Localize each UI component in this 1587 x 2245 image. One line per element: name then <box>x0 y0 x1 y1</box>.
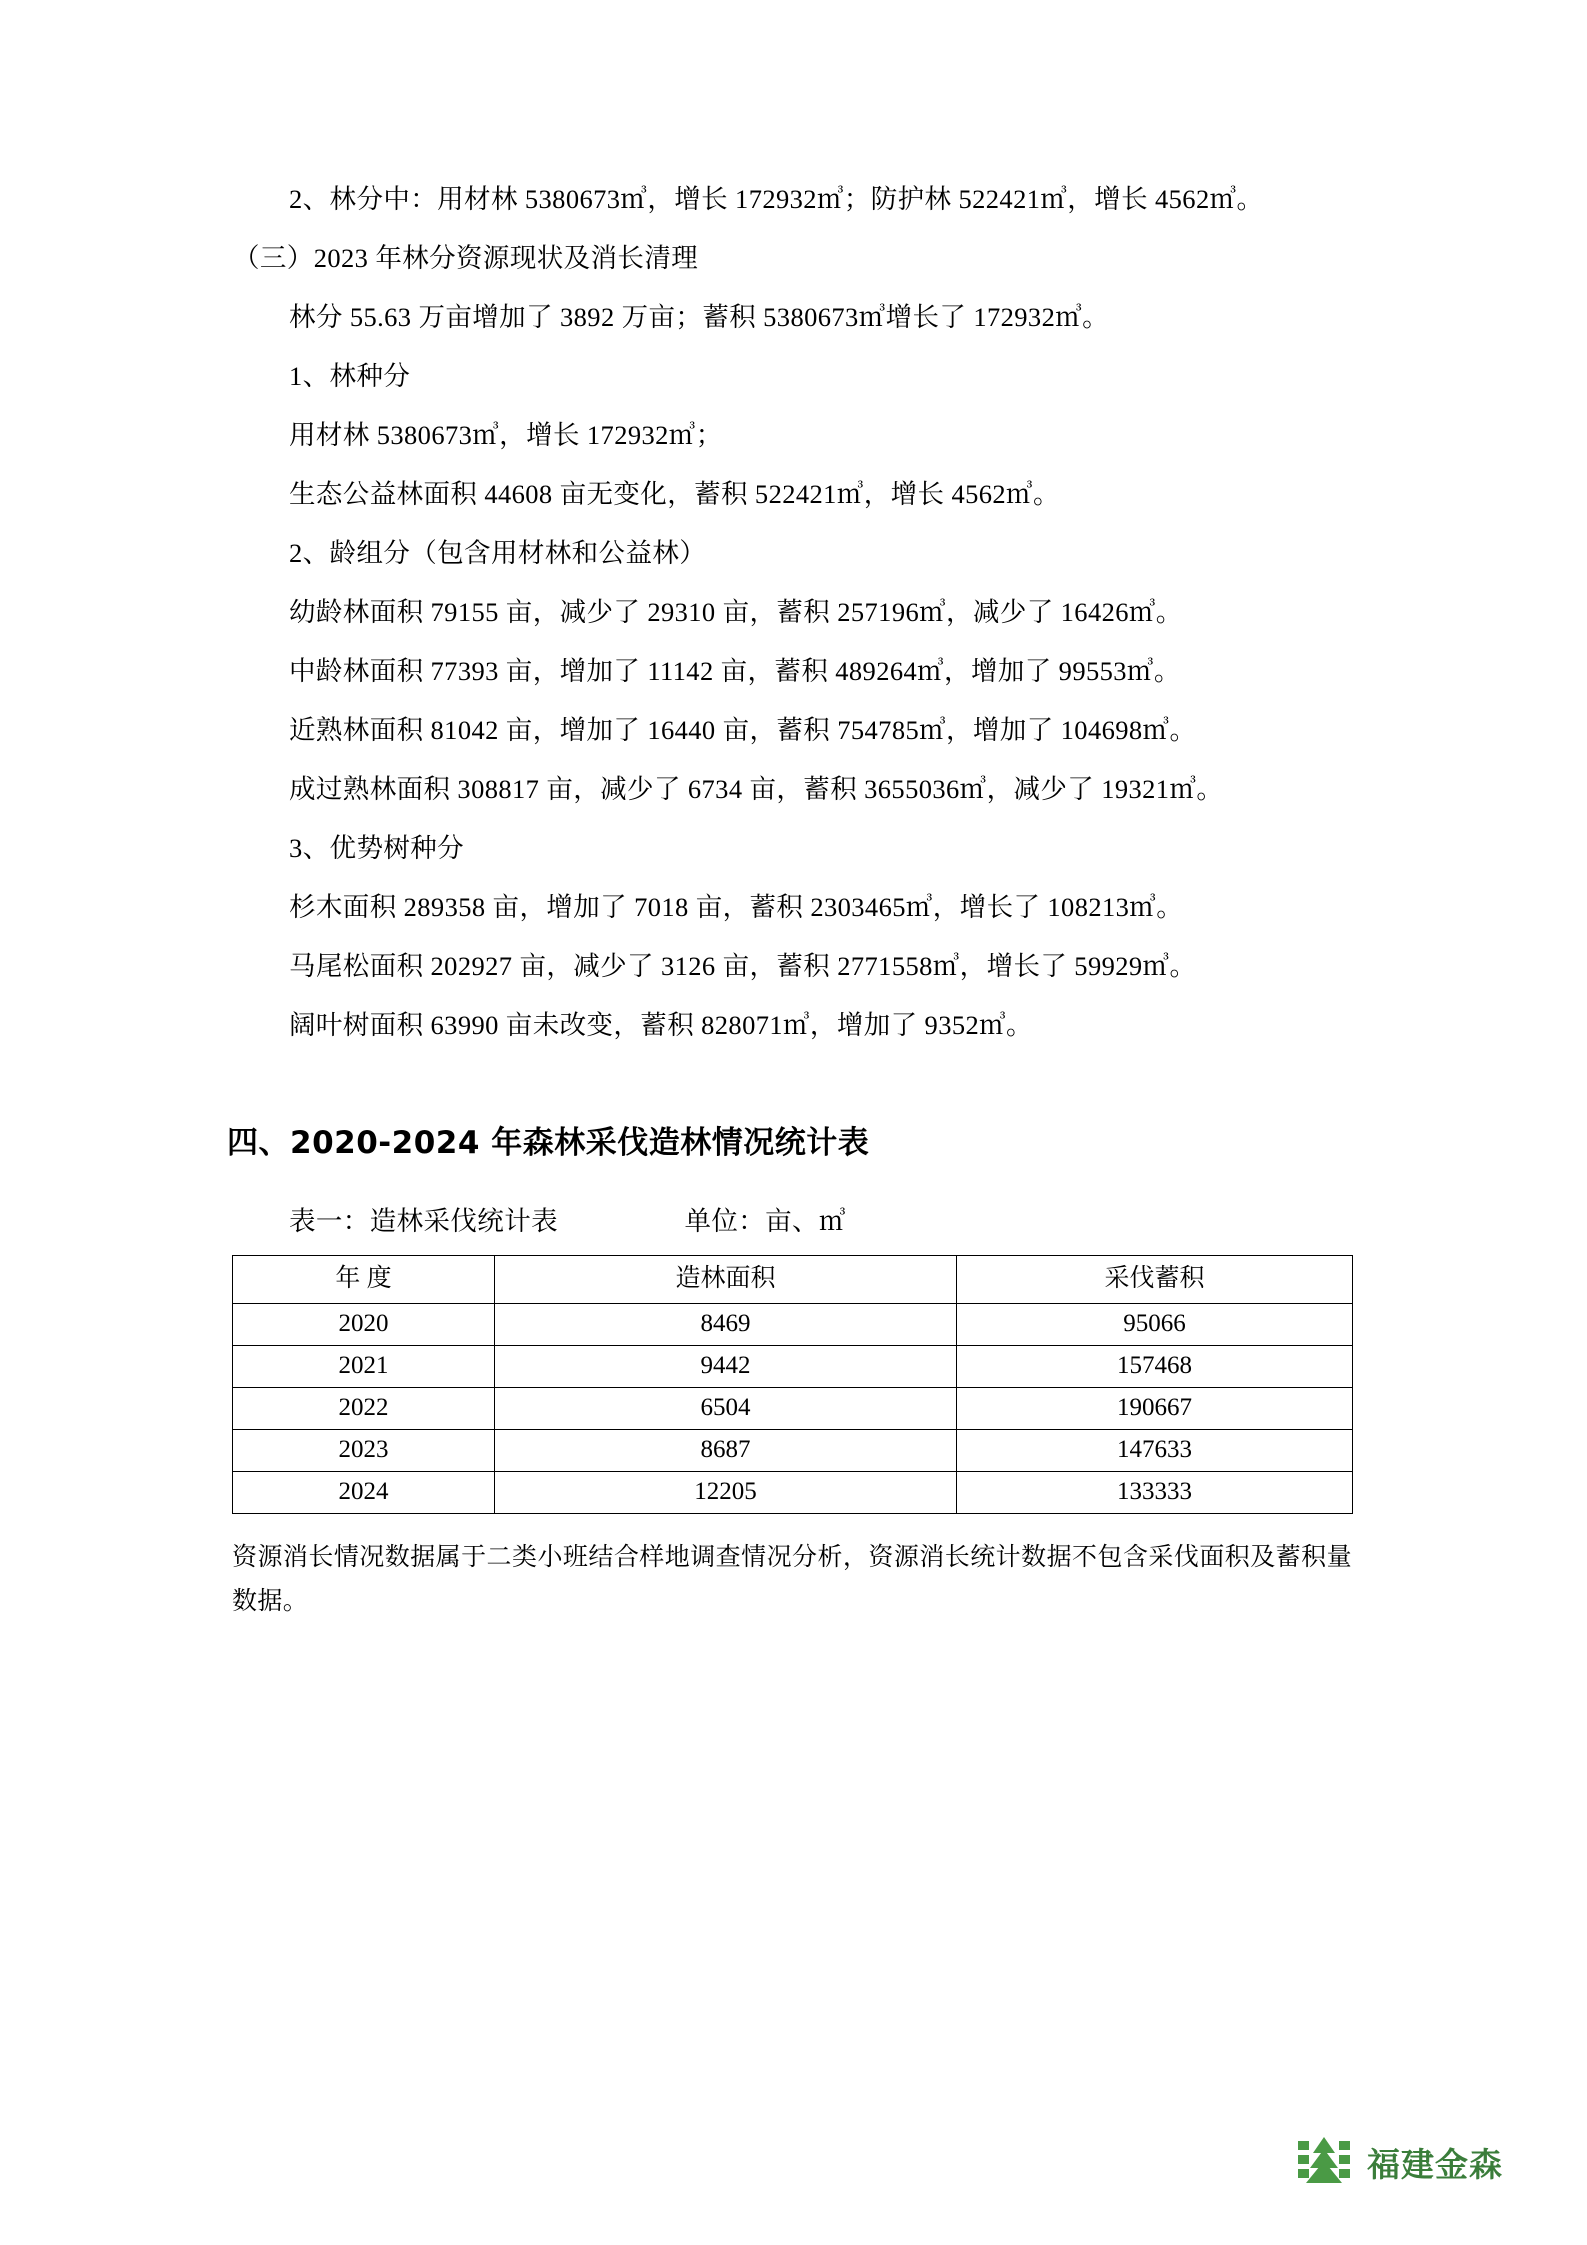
paragraph-shengtaigongyilin: 生态公益林面积 44608 亩无变化，蓄积 522421㎥，增长 4562㎥。 <box>289 479 1060 509</box>
table-row <box>233 1304 1353 1346</box>
table-header-afforestation-area: 造林面积 <box>495 1256 957 1304</box>
footer-logo <box>1295 2135 1503 2189</box>
section-heading: 四、2020-2024 年森林采伐造林情况统计表 <box>227 1125 870 1161</box>
paragraph-maweisong: 马尾松面积 202927 亩，减少了 3126 亩，蓄积 2771558㎥，增长了 59929㎥。 <box>289 951 1197 981</box>
table-cell-year: 2021 <box>233 1346 495 1388</box>
paragraph-section-three-title: （三）2023 年林分资源现状及消长清理 <box>233 243 699 273</box>
pine-tree-logo-icon <box>1295 2135 1353 2189</box>
table-cell-area: 8469 <box>495 1304 957 1346</box>
forest-statistics-table <box>232 1255 1353 1514</box>
table-cell-year: 2022 <box>233 1388 495 1430</box>
paragraph-lin-fen-zhong: 2、林分中：用材林 5380673㎥，增长 172932㎥；防护林 522421㎥，增长 4562㎥。 <box>289 184 1264 214</box>
table-header-row <box>233 1256 1353 1304</box>
paragraph-item-3-youshishuzhongfen: 3、优势树种分 <box>289 833 465 863</box>
paragraph-younglin: 幼龄林面积 79155 亩，减少了 29310 亩，蓄积 257196㎥，减少了 16426㎥。 <box>289 597 1183 627</box>
paragraph-yongcailin: 用材林 5380673㎥，增长 172932㎥； <box>289 420 723 450</box>
table-cell-volume: 147633 <box>957 1430 1353 1472</box>
company-name-label: 福建金森 <box>1367 2144 1503 2184</box>
paragraph-shanmu: 杉木面积 289358 亩，增加了 7018 亩，蓄积 2303465㎥，增长了 108213㎥。 <box>289 892 1184 922</box>
section-heading-wrap <box>227 1119 1353 1167</box>
table-cell-volume: 157468 <box>957 1346 1353 1388</box>
table-cell-volume: 190667 <box>957 1388 1353 1430</box>
table-row <box>233 1388 1353 1430</box>
table-header-year: 年 度 <box>233 1256 495 1304</box>
table-row <box>233 1430 1353 1472</box>
paragraph-overmaturelin: 成过熟林面积 308817 亩，减少了 6734 亩，蓄积 3655036㎥，减少了 19321㎥。 <box>289 774 1224 804</box>
table-cell-year: 2020 <box>233 1304 495 1346</box>
paragraph-nearmaturelin: 近熟林面积 81042 亩，增加了 16440 亩，蓄积 754785㎥，增加了 104698㎥。 <box>289 715 1197 745</box>
table-cell-volume: 95066 <box>957 1304 1353 1346</box>
table-note: 资源消长情况数据属于二类小班结合样地调查情况分析，资源消长统计数据不包含采伐面积及蓄积量数据。 <box>232 1544 1352 1615</box>
paragraph-kuoyeshu: 阔叶树面积 63990 亩未改变，蓄积 828071㎥，增加了 9352㎥。 <box>289 1010 1033 1040</box>
paragraph-midlin: 中龄林面积 77393 亩，增加了 11142 亩，蓄积 489264㎥，增加了 99553㎥。 <box>289 656 1181 686</box>
paragraph-item-1-linzhongfen: 1、林种分 <box>289 361 411 391</box>
table-cell-volume: 133333 <box>957 1472 1353 1514</box>
table-cell-area: 9442 <box>495 1346 957 1388</box>
document-body <box>227 170 1353 1624</box>
table-cell-year: 2023 <box>233 1430 495 1472</box>
table-header-harvest-volume: 采伐蓄积 <box>957 1256 1353 1304</box>
table-row <box>233 1472 1353 1514</box>
table-caption: 表一：造林采伐统计表 单位：亩、㎥ <box>289 1206 846 1236</box>
table-cell-year: 2024 <box>233 1472 495 1514</box>
table-cell-area: 6504 <box>495 1388 957 1430</box>
table-row <box>233 1346 1353 1388</box>
paragraph-lin-fen-summary: 林分 55.63 万亩增加了 3892 万亩；蓄积 5380673㎥增长了 172932㎥。 <box>289 302 1110 332</box>
paragraph-item-2-lingzufen: 2、龄组分（包含用材林和公益林） <box>289 538 707 568</box>
table-cell-area: 12205 <box>495 1472 957 1514</box>
table-cell-area: 8687 <box>495 1430 957 1472</box>
